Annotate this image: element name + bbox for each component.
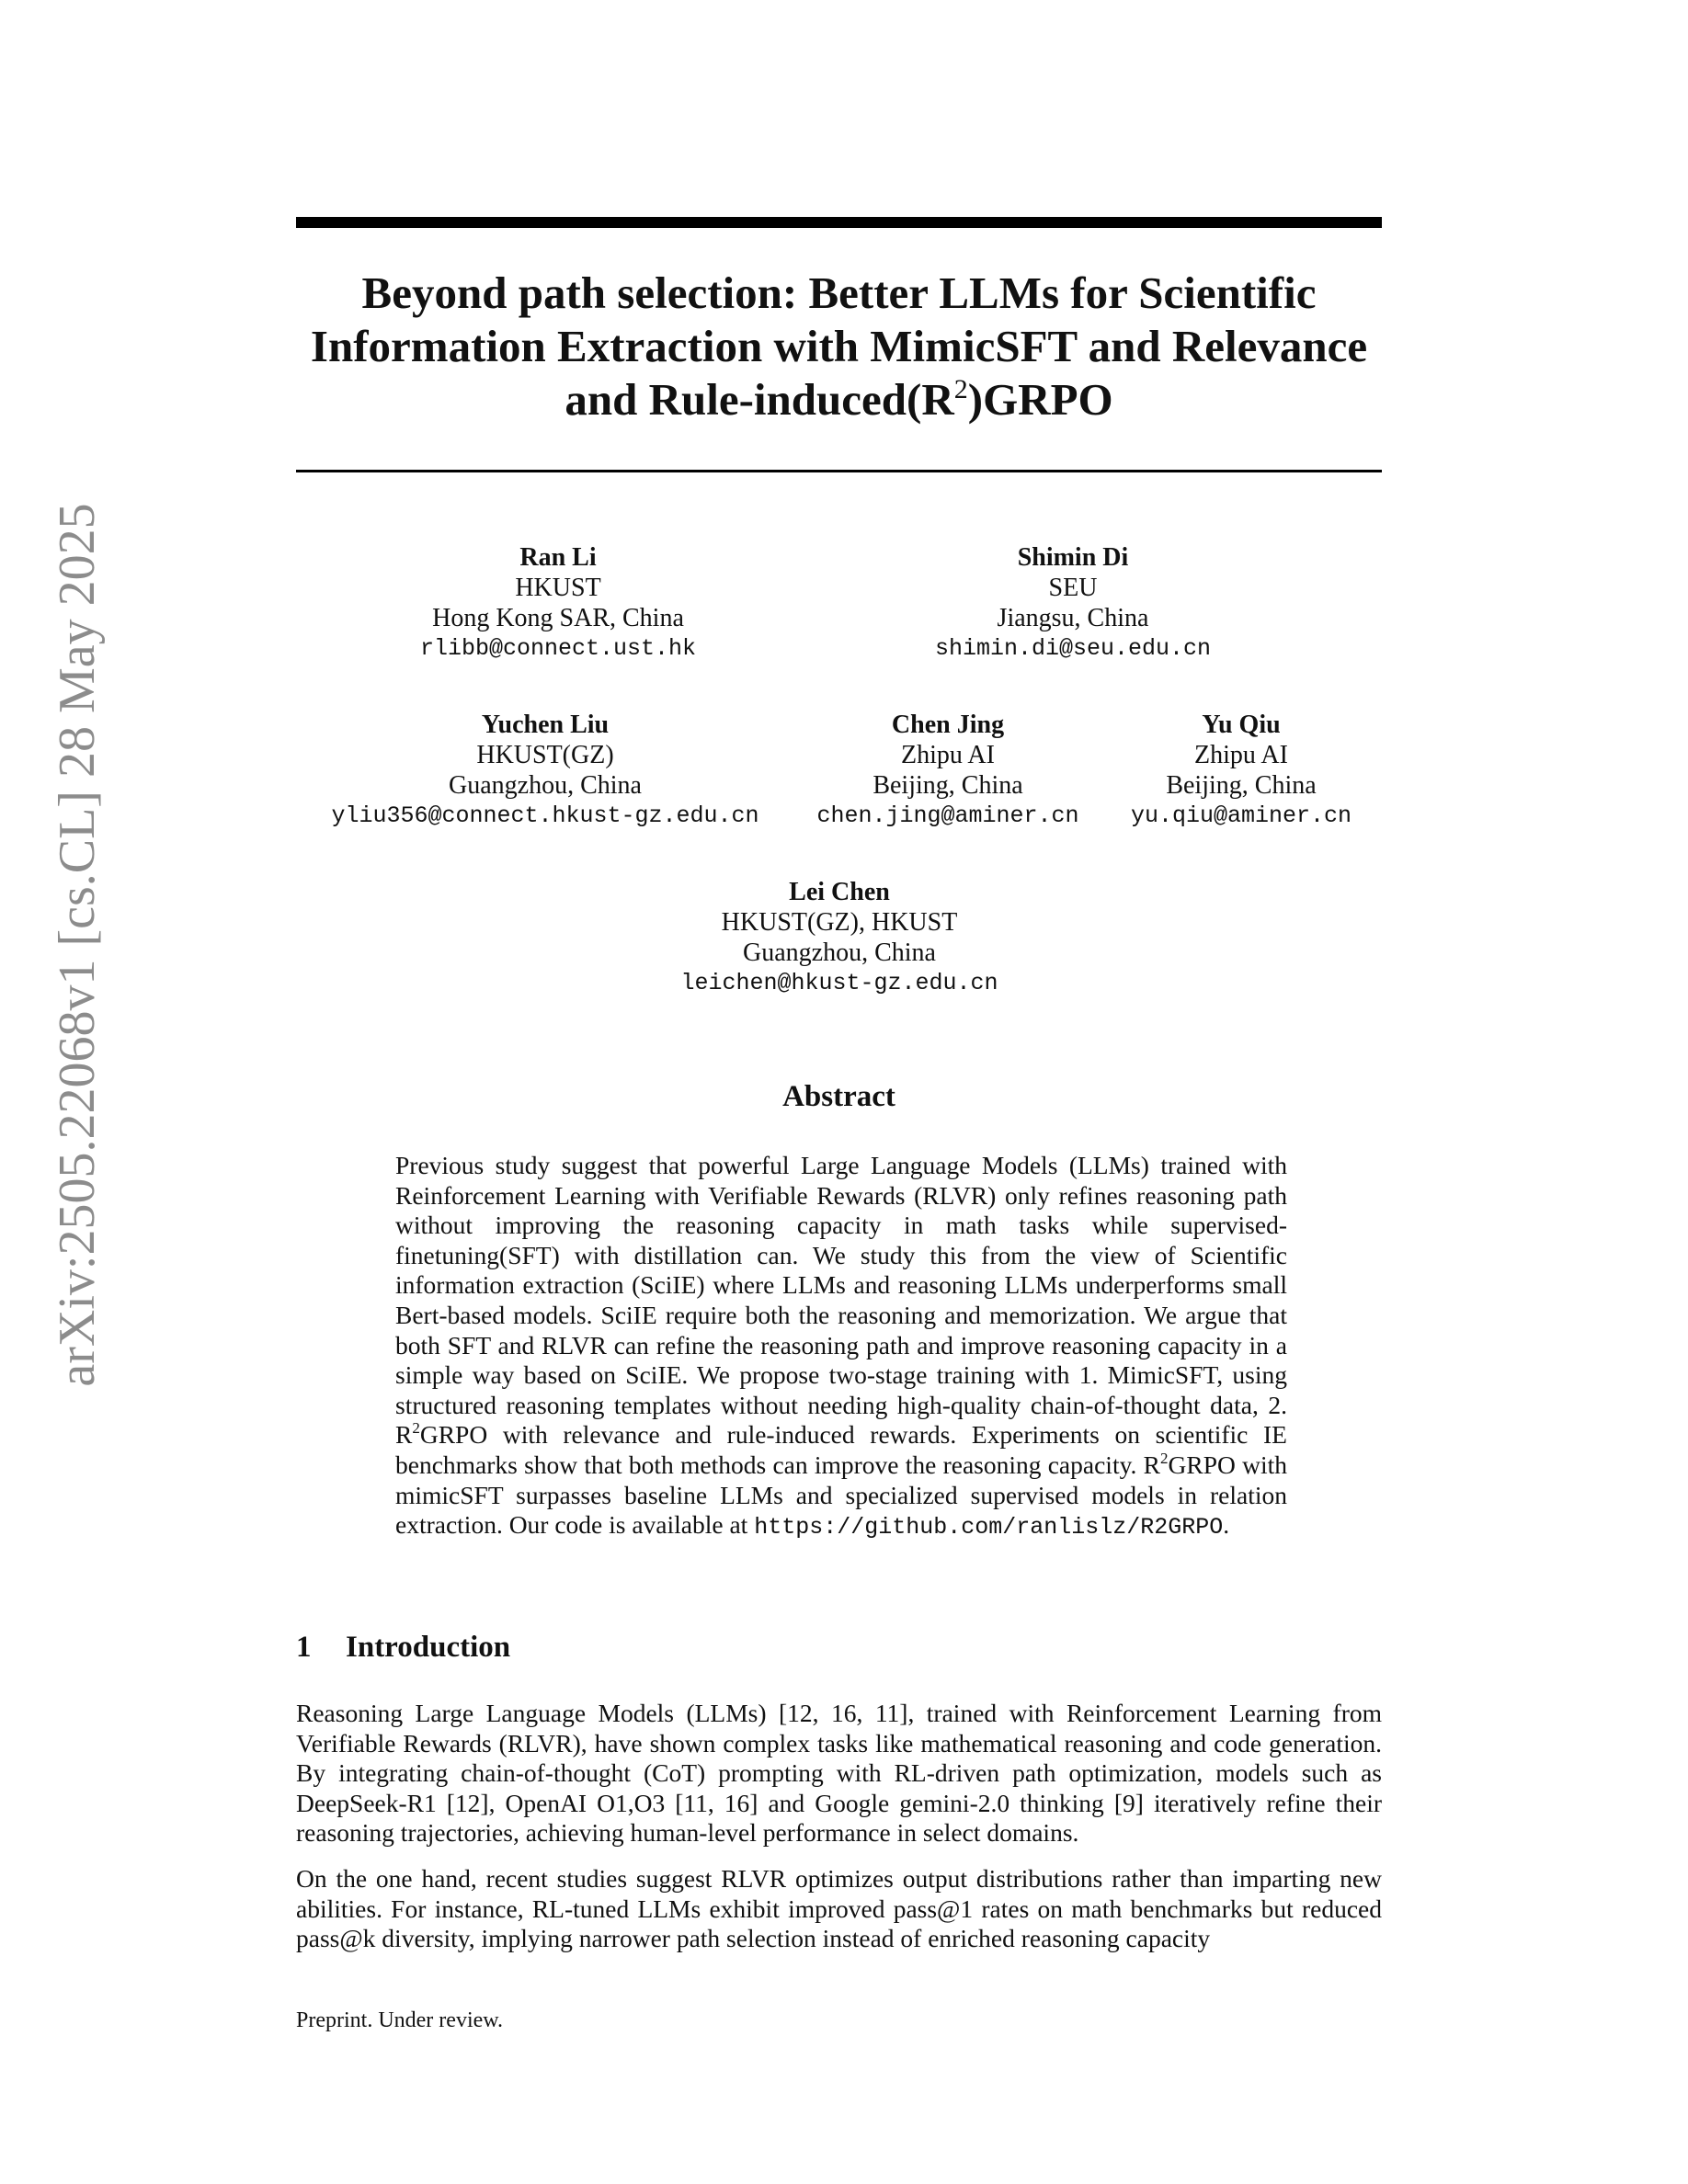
author-affiliation: HKUST [515, 574, 601, 602]
author-location: Jiangsu, China [997, 604, 1149, 632]
author-location: Beijing, China [1166, 771, 1317, 800]
author-name: Lei Chen [789, 878, 890, 906]
author-affiliation: Zhipu AI [901, 741, 995, 769]
title-line-2: Information Extraction with MimicSFT and Relevance [310, 321, 1368, 371]
author-block-chen-jing [796, 710, 1100, 831]
abstract-heading: Abstract [782, 1080, 895, 1113]
author-name: Yu Qiu [1202, 711, 1281, 739]
abstract-part-3: GRPO with mimicSFT surpasses baseline LLMs and specialized supervised models in relation extraction. Our code is available at [395, 1450, 1288, 1540]
title-line-3-start: and Rule-induced(R [565, 374, 954, 425]
abstract-part-2: GRPO with relevance and rule-induced rewards. Experiments on scientific IE benchmarks show that both methods can improve the reasoning capacity. R [395, 1420, 1287, 1479]
author-email: leichen@hkust-gz.edu.cn [680, 970, 998, 996]
abstract-part-1: Previous study suggest that powerful Large Language Models (LLMs) trained with Reinforcement Learning with Verifiable Rewards (RLVR) only refines reasoning path without improving the reasoning capacity in math tasks while supervised-finetuning(SFT) with distillation can. We study this from the view of Scientific information extraction (SciIE) where LLMs and reasoning LLMs underperforms small Bert-based models. SciIE require both the reasoning and memorization. We argue that both SFT and RLVR can refine the reasoning path and improve reasoning capacity in a simple way based on SciIE. We propose two-stage training with 1. MimicSFT, using structured reasoning templates without needing high-quality chain-of-thought data, 2. R [395, 1151, 1287, 1450]
paper-title [296, 267, 1382, 427]
author-block-lei-chen [646, 877, 1032, 998]
intro-paragraph-1: Reasoning Large Language Models (LLMs) [12, 16, 11], trained with Reinforcement Learning from Verifiable Rewards (RLVR), have shown complex tasks like mathematical reasoning and code generation. By integrating chain-of-thought (CoT) prompting with RL-driven path optimization, models such as DeepSeek-R1 [12], OpenAI O1,O3 [11, 16] and Google gemini-2.0 thinking [9] iteratively refine their reasoning trajectories, achieving human-level performance in select domains. [296, 1699, 1382, 1848]
author-affiliation: Zhipu AI [1194, 741, 1288, 769]
author-block-shimin-di [889, 542, 1257, 664]
title-bottom-rule [296, 470, 1382, 472]
section-heading-introduction [296, 1629, 510, 1666]
abstract-superscript-2: 2 [1160, 1449, 1169, 1467]
author-location: Guangzhou, China [743, 938, 936, 967]
title-line-3-end: )GRPO [967, 374, 1113, 425]
author-affiliation: HKUST(GZ) [476, 741, 614, 769]
title-superscript: 2 [953, 374, 968, 404]
abstract-end: . [1223, 1510, 1230, 1540]
abstract-text [395, 1151, 1287, 1543]
author-email: rlibb@connect.ust.hk [419, 635, 697, 662]
author-name: Shimin Di [1017, 543, 1129, 572]
author-email: yu.qiu@aminer.cn [1130, 802, 1352, 829]
author-email: yliu356@connect.hkust-gz.edu.cn [331, 802, 759, 829]
author-block-yuchen-liu [306, 710, 784, 831]
author-affiliation: HKUST(GZ), HKUST [721, 908, 958, 937]
section-number: 1 [296, 1631, 312, 1664]
author-name: Yuchen Liu [481, 711, 610, 739]
arxiv-identifier: arXiv:2505.22068v1 [cs.CL] 28 May 2025 [49, 503, 106, 1387]
author-name: Ran Li [519, 543, 597, 572]
preprint-footnote: Preprint. Under review. [296, 2008, 504, 2032]
author-block-ran-li [374, 542, 742, 664]
author-block-yu-qiu [1112, 710, 1370, 831]
intro-paragraph-2: On the one hand, recent studies suggest RLVR optimizes output distributions rather than imparting new abilities. For instance, RL-tuned LLMs exhibit improved pass@1 rates on math benchmarks but reduced pass@k diversity, implying narrower path selection instead of enriched reasoning capacity [296, 1864, 1382, 1953]
author-name: Chen Jing [891, 711, 1005, 739]
abstract-superscript-1: 2 [412, 1419, 420, 1438]
author-affiliation: SEU [1048, 574, 1098, 602]
author-email: shimin.di@seu.edu.cn [934, 635, 1212, 662]
author-location: Guangzhou, China [449, 771, 642, 800]
author-location: Hong Kong SAR, China [432, 604, 684, 632]
code-repository-link[interactable]: https://github.com/ranlislz/R2GRPO [754, 1514, 1224, 1541]
title-top-rule [296, 217, 1382, 228]
author-location: Beijing, China [873, 771, 1023, 800]
title-line-1: Beyond path selection: Better LLMs for Scientific [361, 267, 1317, 318]
section-title: Introduction [346, 1631, 511, 1664]
author-email: chen.jing@aminer.cn [816, 802, 1079, 829]
